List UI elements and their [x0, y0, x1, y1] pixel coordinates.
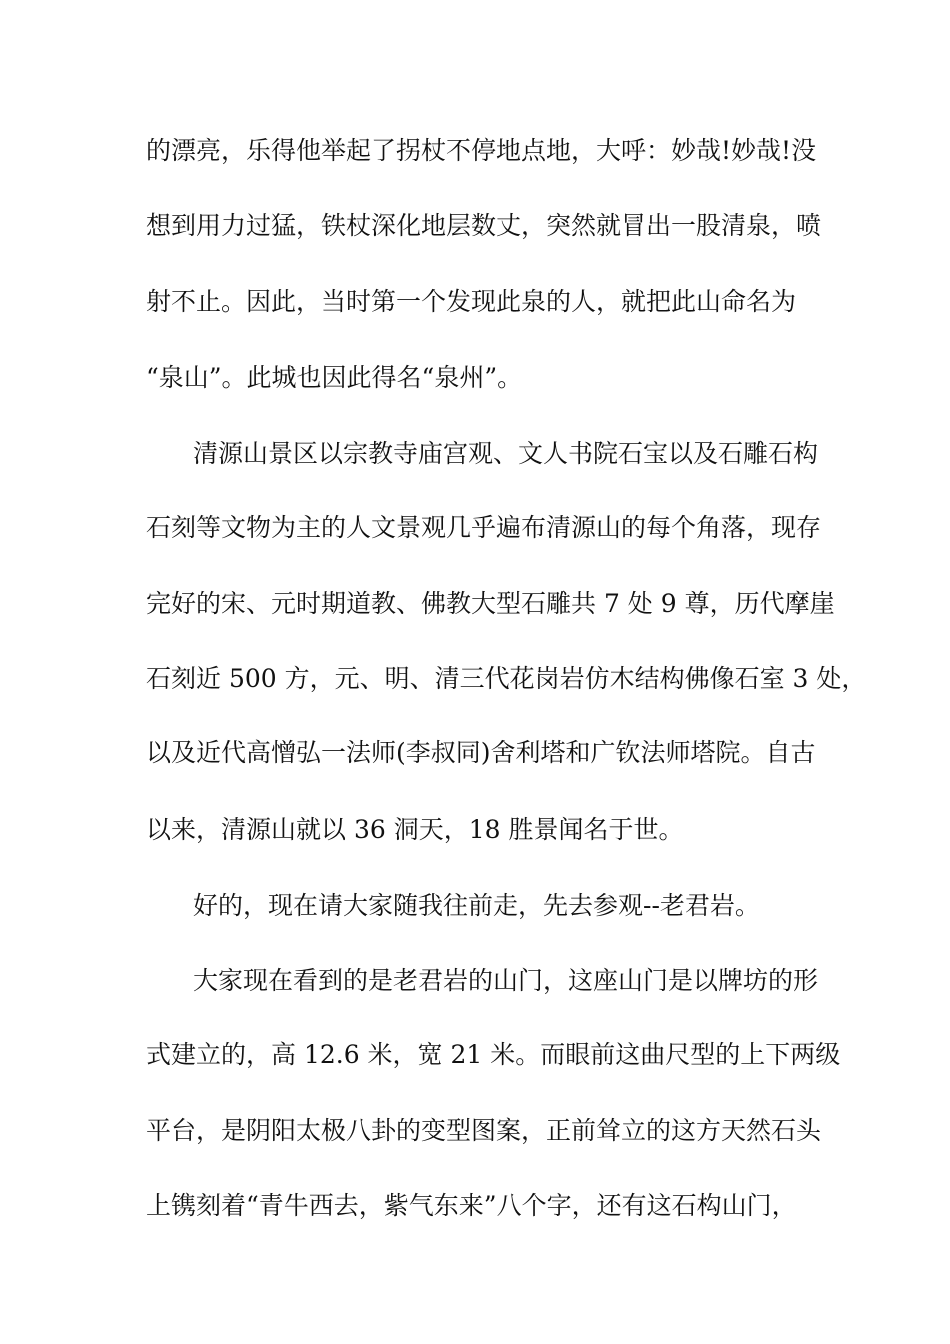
text-line: 完好的宋、元时期道教、佛教大型石雕共 7 处 9 尊，历代摩崖 — [146, 589, 835, 618]
text-line: 石刻等文物为主的人文景观几乎遍布清源山的每个角落，现存 — [146, 513, 822, 542]
paragraph-first-line: 清源山景区以宗教寺庙宫观、文人书院石宝以及石雕石构 — [193, 439, 819, 468]
text-line: 平台，是阴阳太极八卦的变型图案，正前耸立的这方天然石头 — [146, 1116, 822, 1145]
text-line: 射不止。因此，当时第一个发现此泉的人，就把此山命名为 — [146, 287, 797, 316]
paragraph-first-line: 大家现在看到的是老君岩的山门，这座山门是以牌坊的形 — [193, 966, 819, 995]
text-line: “泉山”。此城也因此得名“泉州”。 — [146, 363, 523, 392]
text-line: 上镌刻着“青牛西去，紫气东来”八个字，还有这石构山门， — [146, 1191, 797, 1220]
paragraph-first-line: 好的，现在请大家随我往前走，先去参观--老君岩。 — [193, 891, 760, 920]
text-line: 以及近代高憎弘一法师(李叔同)舍利塔和广钦法师塔院。自古 — [146, 738, 816, 767]
text-line: 石刻近 500 方，元、明、清三代花岗岩仿木结构佛像石室 3 处， — [146, 664, 867, 693]
text-line: 式建立的，高 12.6 米，宽 21 米。而眼前这曲尺型的上下两级 — [146, 1040, 841, 1069]
text-line: 以来，清源山就以 36 洞天，18 胜景闻名于世。 — [146, 815, 684, 844]
text-line: 的漂亮，乐得他举起了拐杖不停地点地，大呼：妙哉!妙哉!没 — [146, 136, 817, 165]
text-line: 想到用力过猛，铁杖深化地层数丈，突然就冒出一股清泉，喷 — [146, 211, 822, 240]
